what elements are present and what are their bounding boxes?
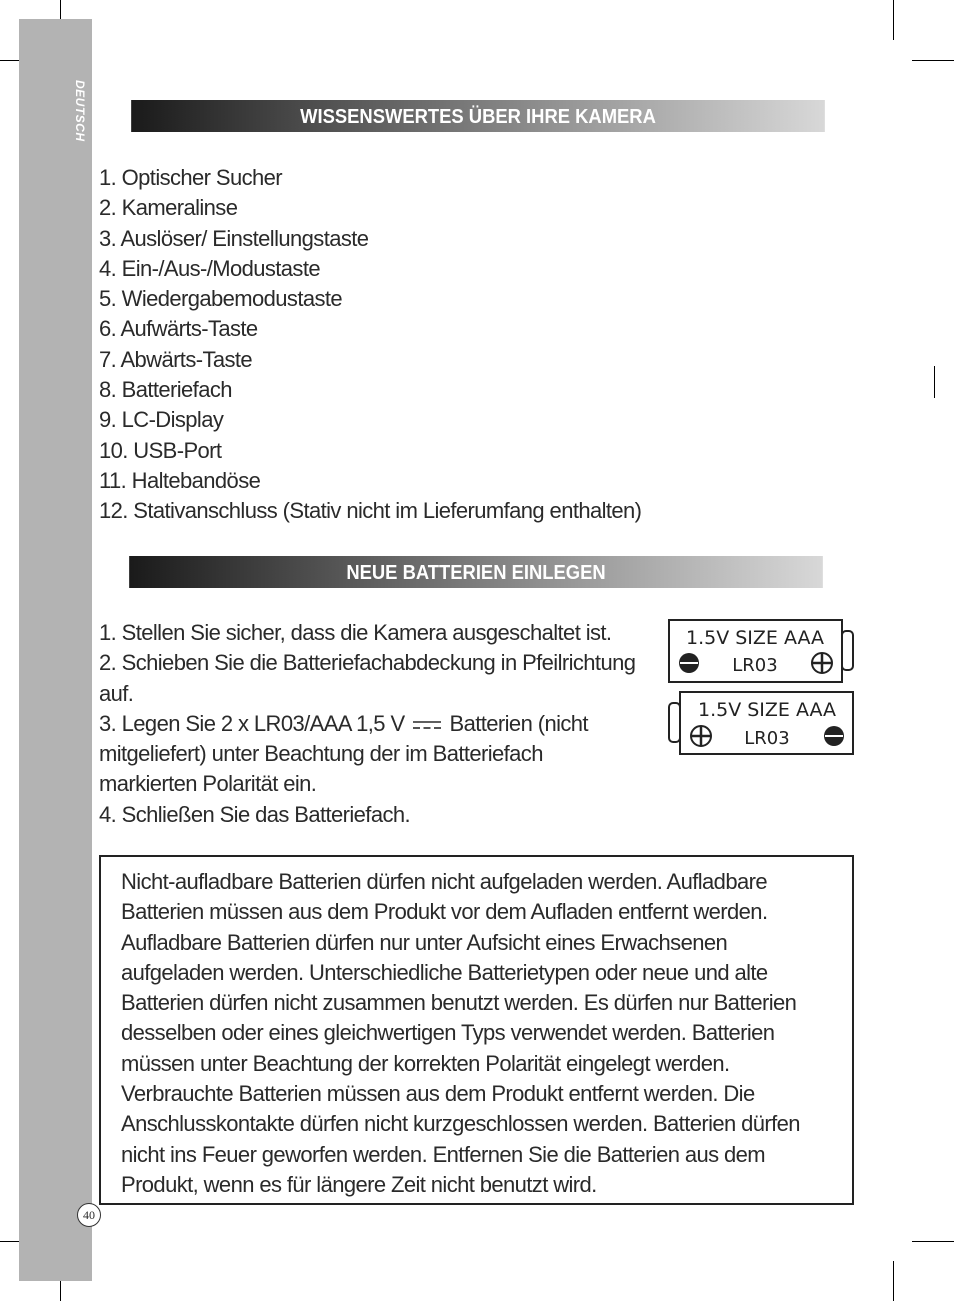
list-item: 12. Stativanschluss (Stativ nicht im Lieferumfang enthalten) bbox=[99, 498, 642, 524]
battery-diagram bbox=[667, 691, 856, 756]
crop-mark bbox=[934, 366, 935, 398]
battery-icon bbox=[667, 691, 856, 756]
list-item: 10. USB-Port bbox=[99, 437, 222, 463]
battery-type-label: LR03 bbox=[744, 728, 790, 749]
section-header-batteries: NEUE BATTERIEN EINLEGEN bbox=[129, 556, 823, 588]
list-item: 6. Aufwärts-Taste bbox=[99, 316, 258, 342]
list-item: 2. Kameralinse bbox=[99, 195, 238, 221]
list-item: 1. Optischer Sucher bbox=[99, 165, 283, 190]
camera-parts-list bbox=[99, 163, 641, 527]
minus-icon bbox=[679, 653, 699, 673]
battery-type-label: LR03 bbox=[732, 655, 778, 676]
plus-icon bbox=[691, 726, 711, 746]
list-item: 7. Abwärts-Taste bbox=[99, 346, 253, 372]
list-item: 4. Schließen Sie das Batteriefach. bbox=[99, 801, 411, 827]
battery-size-label: 1.5V SIZE AAA bbox=[697, 699, 837, 721]
list-item: 1. Stellen Sie sicher, dass die Kamera ausgeschaltet ist. bbox=[99, 620, 612, 645]
side-strip bbox=[19, 19, 92, 1281]
battery-icon bbox=[668, 619, 856, 685]
list-item: 2. Schieben Sie die Batteriefachabdeckung in Pfeilrichtung auf. bbox=[99, 650, 636, 706]
crop-mark bbox=[893, 0, 894, 40]
battery-diagram bbox=[668, 619, 856, 685]
minus-icon bbox=[824, 726, 844, 746]
list-item: 9. LC-Display bbox=[99, 407, 224, 433]
battery-size-label: 1.5V SIZE AAA bbox=[685, 627, 825, 649]
crop-mark bbox=[893, 1261, 894, 1301]
list-item: 11. Haltebandöse bbox=[99, 467, 261, 493]
plus-icon bbox=[812, 653, 832, 673]
battery-steps-list bbox=[99, 618, 644, 830]
list-item bbox=[99, 709, 644, 800]
list-item: 4. Ein-/Aus-/Modustaste bbox=[99, 255, 320, 281]
list-item: 3. Auslöser/ Einstellungstaste bbox=[99, 225, 369, 251]
step3-text-after: Batterien (nicht mitgeliefert) unter Beachtung der im Batteriefach markierten Polarität ein. bbox=[99, 710, 588, 797]
battery-warning-text: Nicht-aufladbare Batterien dürfen nicht aufgeladen werden. Aufladbare Batterien müssen aus dem Produkt vor dem Aufladen entfernt werden. Aufladbare Batterien dürfen nur unter Aufsicht eines Erwachsenen aufgeladen werden. Unterschiedliche Batterietypen oder neue und alte Batterien dürfen nicht zusammen benutzt werden. Es dürfen nur Batterien desselben oder eines gleichwertigen Typs verwendet werden. Batterien müssen unter Beachtung der korrekten Polarität eingelegt werden. Verbrauchte Batterien müssen aus dem Produkt entfernt werden. Die Anschlusskontakte dürfen nicht kurzgeschlossen werden. Batterien dürfen nicht ins Feuer geworfen werden. Entfernen Sie die Batterien aus dem Produkt, wenn es für längere Zeit nicht benutzt wird. bbox=[121, 869, 800, 1197]
dc-symbol-icon bbox=[412, 719, 442, 731]
section-header-camera: WISSENSWERTES ÜBER IHRE KAMERA bbox=[131, 100, 825, 132]
step3-text-before: 3. Legen Sie 2 x LR03/AAA 1,5 V bbox=[99, 710, 405, 736]
language-label: DEUTSCH bbox=[73, 80, 87, 142]
battery-warning-box bbox=[99, 855, 854, 1205]
crop-mark bbox=[912, 60, 954, 61]
list-item: 8. Batteriefach bbox=[99, 377, 232, 403]
crop-mark bbox=[912, 1241, 954, 1242]
page-number: 40 bbox=[77, 1203, 101, 1227]
list-item: 5. Wiedergabemodustaste bbox=[99, 286, 343, 312]
